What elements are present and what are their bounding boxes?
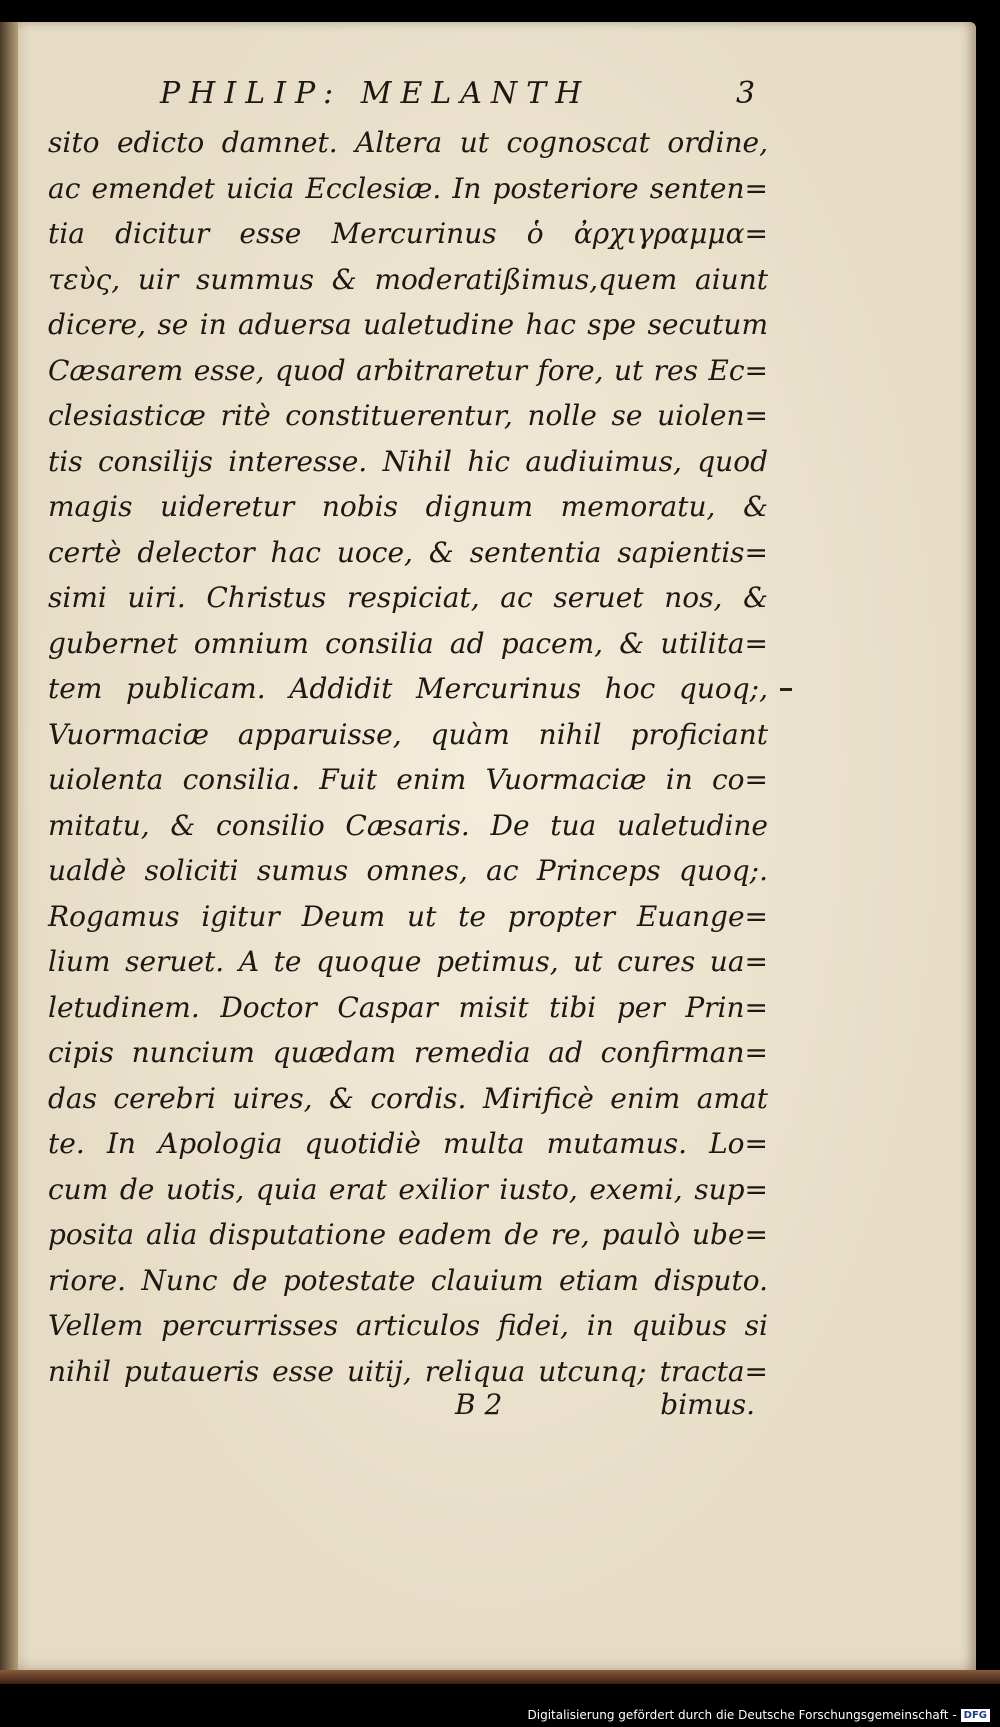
text-line: Rogamus igitur Deum ut te propter Euange= bbox=[48, 899, 768, 933]
funding-notice bbox=[528, 1708, 991, 1722]
catchline bbox=[455, 1388, 755, 1434]
text-line: ualdè soliciti sumus omnes, ac Princeps quoq;. bbox=[48, 854, 768, 887]
text-line: uiolenta consilia. Fuit enim Vuormaciæ in co= bbox=[48, 763, 768, 796]
text-line: dicere, se in aduersa ualetudine hac spe secutum bbox=[48, 308, 768, 341]
text-line: mitatu, & consilio Cæsaris. De tua ualetudine bbox=[48, 808, 768, 842]
text-line: nihil putaueris esse uitij, reliqua utcunq; tracta= bbox=[48, 1354, 768, 1388]
text-line: certè delector hac uoce, & sententia sapientis= bbox=[48, 535, 768, 569]
running-head: PHILIP: MELANTH bbox=[160, 76, 591, 111]
text-line: letudinem. Doctor Caspar misit tibi per Prin= bbox=[48, 990, 768, 1024]
text-line: Cæsarem esse, quod arbitraretur fore, ut res Ec= bbox=[48, 353, 768, 387]
text-line: das cerebri uires, & cordis. Mirificè enim amat bbox=[48, 1081, 768, 1115]
text-line: Vellem percurrisses articulos fidei, in quibus si bbox=[48, 1309, 768, 1342]
folio-number: 3 bbox=[736, 76, 756, 111]
text-line: τεὺς, uir summus & moderatißimus,quem aiunt bbox=[48, 262, 768, 296]
text-line: tem publicam. Addidit Mercurinus hoc quoq;, bbox=[48, 672, 768, 705]
text-line: cum de uotis, quia erat exilior iusto, exemi, sup= bbox=[48, 1172, 768, 1206]
catchword: bimus. bbox=[660, 1388, 755, 1421]
text-line: cipis nuncium quædam remedia ad confirman= bbox=[48, 1036, 768, 1069]
text-line: simi uiri. Christus respiciat, ac seruet nos, & bbox=[48, 581, 768, 614]
text-line: tia dicitur esse Mercurinus ὁ ἀρχιγραμμα= bbox=[48, 217, 768, 250]
text-line: magis uideretur nobis dignum memoratu, & bbox=[48, 490, 768, 523]
page-gutter bbox=[0, 22, 18, 1677]
text-line: ac emendet uicia Ecclesiæ. In posteriore senten= bbox=[48, 171, 768, 205]
text-line: posita alia disputatione eadem de re, paulò ube= bbox=[48, 1218, 768, 1251]
text-line: tis consilijs interesse. Nihil hic audiuimus, quod bbox=[48, 444, 768, 478]
text-line: sito edicto damnet. Altera ut cognoscat ordine, bbox=[48, 126, 768, 159]
text-line: clesiasticæ ritè constituerentur, nolle se uiolen= bbox=[48, 399, 768, 432]
signature-mark: B 2 bbox=[455, 1388, 503, 1421]
margin-mark bbox=[780, 688, 792, 691]
body-text bbox=[48, 120, 768, 1394]
page-bottom-edge bbox=[0, 1670, 1000, 1684]
text-line: Vuormaciæ apparuisse, quàm nihil proficiant bbox=[48, 717, 768, 751]
text-line: lium seruet. A te quoque petimus, ut cures ua= bbox=[48, 945, 768, 978]
text-line: gubernet omnium consilia ad pacem, & utilita= bbox=[48, 626, 768, 660]
text-line: riore. Nunc de potestate clauium etiam disputo. bbox=[48, 1263, 768, 1297]
funding-text: Digitalisierung gefördert durch die Deutsche Forschungsgemeinschaft - bbox=[527, 1708, 957, 1722]
text-line: te. In Apologia quotidiè multa mutamus. Lo= bbox=[48, 1127, 768, 1160]
dfg-logo: DFG bbox=[961, 1709, 990, 1722]
